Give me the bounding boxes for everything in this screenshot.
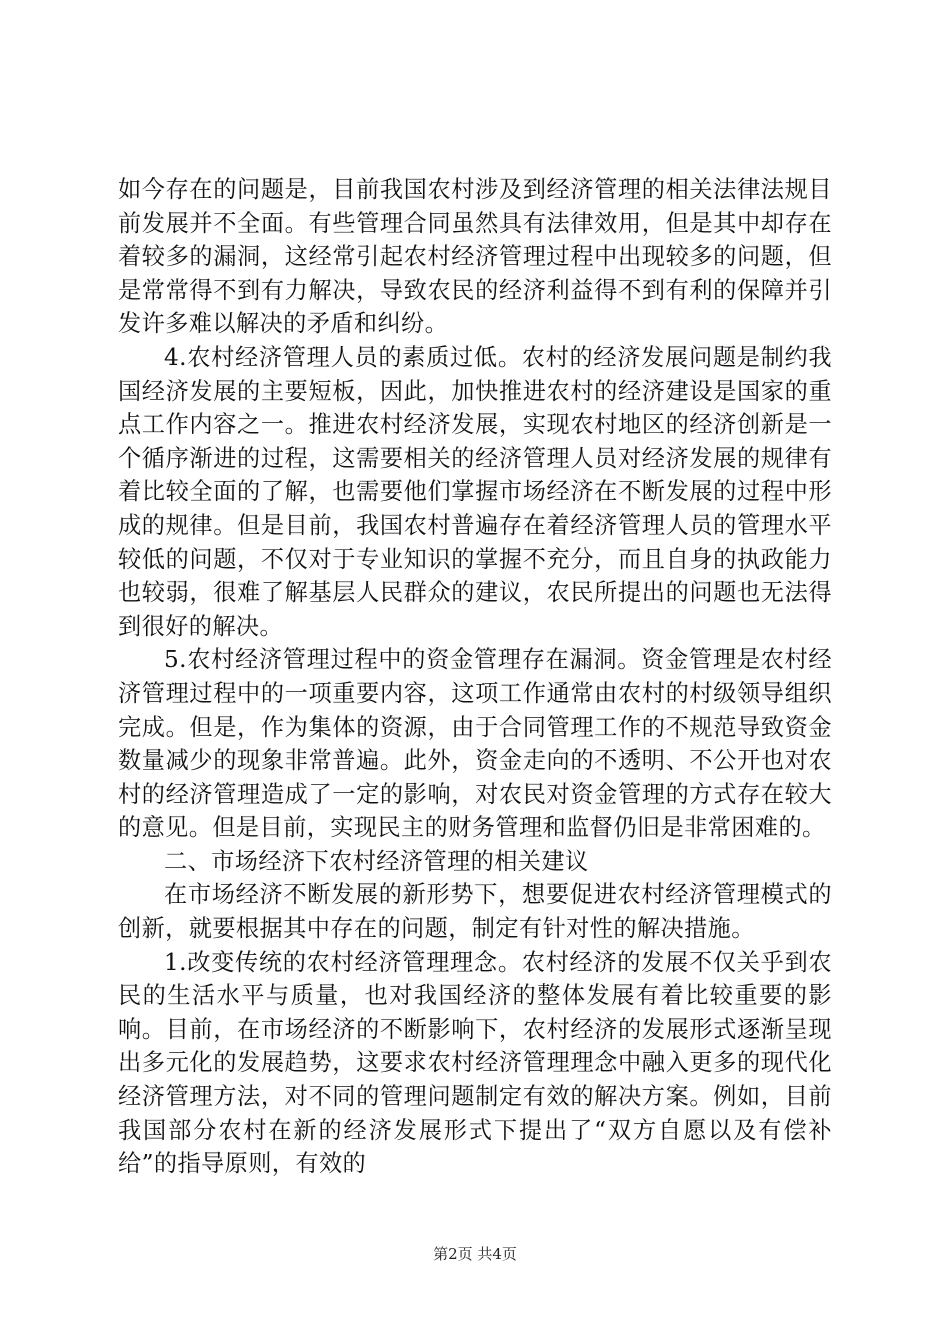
section-heading: 二、市场经济下农村经济管理的相关建议 xyxy=(164,847,589,875)
paragraph-item-4: 4.农村经济管理人员的素质过低。农村的经济发展问题是制约我国经济发展的主要短板，因此，加快推进农村的经济建设是国家的重点工作内容之一。推进农村经济发展，实现农村地区的经济创新是一个循序渐进的过程，这需要相关的经济管理人员对经济发展的规律有着比较全面的了解，也需要他们掌握市场经济在不断发展的过程中形成的规律。但是目前，我国农村普遍存在着经济管理人员的管理水平较低的问题，不仅对于专业知识的掌握不充分，而且自身的执政能力也较弱，很难了解基层人民群众的建议，农民所提出的问题也无法得到很好的解决。 xyxy=(118,343,832,640)
page-number-footer: 第2页 共4页 xyxy=(433,1245,517,1263)
paragraph-intro: 在市场经济不断发展的新形势下，想要促进农村经济管理模式的创新，就要根据其中存在的问题，制定有针对性的解决措施。 xyxy=(118,881,832,943)
paragraph-continuation: 如今存在的问题是，目前我国农村涉及到经济管理的相关法律法规目前发展并不全面。有些管理合同虽然具有法律效用，但是其中却存在着较多的漏洞，这经常引起农村经济管理过程中出现较多的问题，但是常常得不到有力解决，导致农民的经济利益得不到有利的保障并引发许多难以解决的矛盾和纠纷。 xyxy=(118,176,832,338)
paragraph-item-1: 1.改变传统的农村经济管理理念。农村经济的发展不仅关乎到农民的生活水平与质量，也对我国经济的整体发展有着比较重要的影响。目前，在市场经济的不断影响下，农村经济的发展形式逐渐呈现出多元化的发展趋势，这要求农村经济管理理念中融入更多的现代化经济管理方法，对不同的管理问题制定有效的解决方案。例如，目前我国部分农村在新的经济发展形式下提出了“双方自愿以及有偿补给”的指导原则，有效的 xyxy=(118,948,832,1178)
paragraph-item-5: 5.农村经济管理过程中的资金管理存在漏洞。资金管理是农村经济管理过程中的一项重要内容，这项工作通常由农村的村级领导组织完成。但是，作为集体的资源，由于合同管理工作的不规范导致资金数量减少的现象非常普遍。此外，资金走向的不透明、不公开也对农村的经济管理造成了一定的影响，对农民对资金管理的方式存在较大的意见。但是目前，实现民主的财务管理和监督仍旧是非常困难的。 xyxy=(118,646,832,842)
document-body xyxy=(118,173,832,1181)
